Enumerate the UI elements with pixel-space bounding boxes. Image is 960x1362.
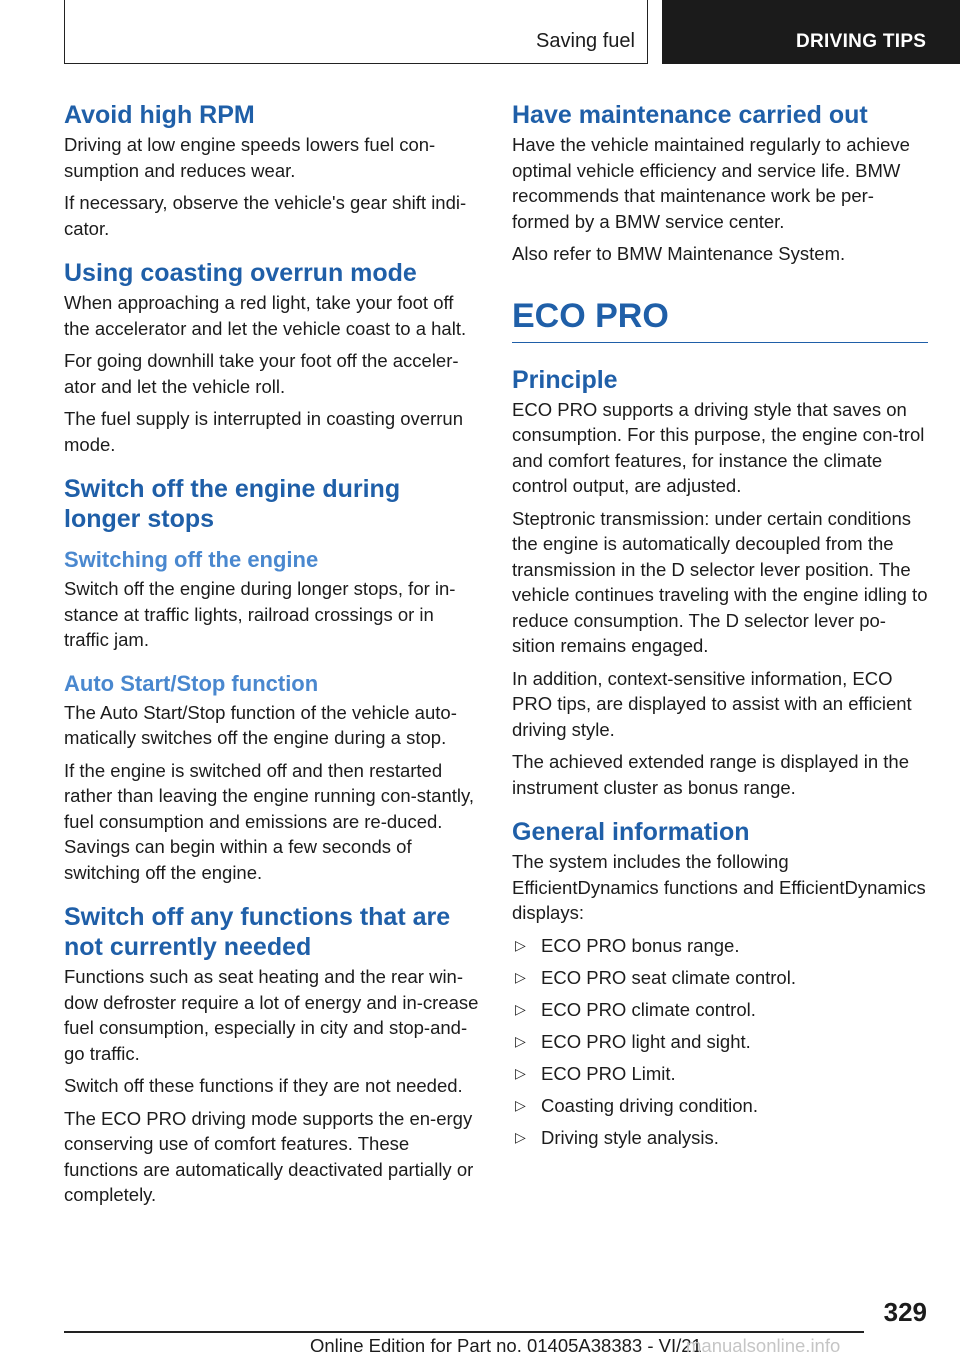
paragraph: Functions such as seat heating and the rear win-dow defroster require a lot of energy and in-crease fuel consumption, especially in city and stop-and-go traffic. xyxy=(64,966,479,1064)
paragraph: Driving at low engine speeds lowers fuel con-sumption and reduces wear. xyxy=(64,134,436,181)
paragraph: Also refer to BMW Maintenance System. xyxy=(512,243,846,264)
page-number: 329 xyxy=(883,1297,927,1327)
list-item: ▷ ECO PRO light and sight. xyxy=(512,1029,928,1055)
paragraph: The Auto Start/Stop function of the vehicle auto-matically switches off the engine during a stop. xyxy=(64,701,457,748)
paragraph: If the engine is switched off and then restarted rather than leaving the engine running con-stantly, fuel consumption and emissions are re-duced. Savings can begin within a few seconds of switching off the engine. xyxy=(64,759,475,883)
paragraph: When approaching a red light, take your foot off the accelerator and let the vehicle coast to a halt. xyxy=(64,292,467,339)
triangle-bullet-icon: ▷ xyxy=(515,936,526,953)
list-item: ▷ Driving style analysis. xyxy=(512,1125,928,1151)
triangle-bullet-icon: ▷ xyxy=(515,1128,526,1145)
heading-maintenance: Have maintenance carried out xyxy=(512,101,868,129)
triangle-bullet-icon: ▷ xyxy=(515,968,526,985)
right-column xyxy=(512,100,928,1157)
paragraph: ECO PRO supports a driving style that saves on consumption. For this purpose, the engine con-trol and comfort features, for instance the climate control output, are adjusted. xyxy=(512,398,925,496)
footer-divider xyxy=(64,1331,864,1333)
paragraph: The system includes the following EfficientDynamics functions and EfficientDynamics displays: xyxy=(512,851,926,923)
heading-coasting-overrun: Using coasting overrun mode xyxy=(64,259,417,287)
left-column xyxy=(64,100,480,1215)
paragraph: If necessary, observe the vehicle's gear shift indi-cator. xyxy=(64,192,467,239)
paragraph: Switch off these functions if they are not needed. xyxy=(64,1075,463,1096)
list-item: ▷ ECO PRO seat climate control. xyxy=(512,965,928,991)
paragraph: The fuel supply is interrupted in coasting overrun mode. xyxy=(64,408,463,455)
paragraph: In addition, context-sensitive information, ECO PRO tips, are displayed to assist with an efficient driving style. xyxy=(512,667,912,740)
list-item: ▷ ECO PRO Limit. xyxy=(512,1061,928,1087)
heading-switch-off-functions: Switch off any functions that are not currently needed xyxy=(64,903,451,961)
triangle-bullet-icon: ▷ xyxy=(515,1032,526,1049)
paragraph: Steptronic transmission: under certain conditions the engine is automatically decoupled from the transmission in the D selector lever position. The vehicle continues traveling with the engine idling to reduce consumption. The D selector lever po-sition remains engaged. xyxy=(512,507,928,656)
efficientdynamics-list xyxy=(512,933,928,1151)
list-item: ▷ ECO PRO climate control. xyxy=(512,997,928,1023)
subheading-auto-start-stop: Auto Start/Stop function xyxy=(64,670,319,696)
paragraph: Have the vehicle maintained regularly to achieve optimal vehicle efficiency and service life. BMW recommends that maintenance work be per-formed by a BMW service center. xyxy=(512,134,910,232)
heading-eco-pro: ECO PRO xyxy=(512,296,928,343)
triangle-bullet-icon: ▷ xyxy=(515,1000,526,1017)
paragraph: Switch off the engine during longer stops, for in-stance at traffic lights, railroad crossings or in traffic jam. xyxy=(64,578,456,650)
list-item: ▷ Coasting driving condition. xyxy=(512,1093,928,1119)
paragraph: The achieved extended range is displayed in the instrument cluster as bonus range. xyxy=(512,751,909,798)
heading-general-information: General information xyxy=(512,818,750,846)
triangle-bullet-icon: ▷ xyxy=(515,1064,526,1081)
heading-principle: Principle xyxy=(512,365,618,394)
footer-watermark: manualsonline.info xyxy=(686,1335,841,1356)
triangle-bullet-icon: ▷ xyxy=(515,1096,526,1113)
header-section-box xyxy=(64,0,648,64)
header-section-title: Saving fuel xyxy=(536,30,635,52)
paragraph: For going downhill take your foot off the acceler-ator and let the vehicle roll. xyxy=(64,350,459,397)
subheading-switching-off-engine: Switching off the engine xyxy=(64,547,319,572)
paragraph: The ECO PRO driving mode supports the en-ergy conserving use of comfort features. These functions are automatically deactivated partially or completely. xyxy=(64,1107,474,1205)
heading-avoid-high-rpm: Avoid high RPM xyxy=(64,101,255,129)
footer-edition: Online Edition for Part no. 01405A38383 - VI/21 xyxy=(310,1335,702,1356)
header-chapter-tab xyxy=(662,0,960,64)
list-item: ▷ ECO PRO bonus range. xyxy=(512,933,928,959)
header-chapter-title: DRIVING TIPS xyxy=(796,31,927,52)
heading-switch-off-engine: Switch off the engine during longer stops xyxy=(64,475,401,533)
